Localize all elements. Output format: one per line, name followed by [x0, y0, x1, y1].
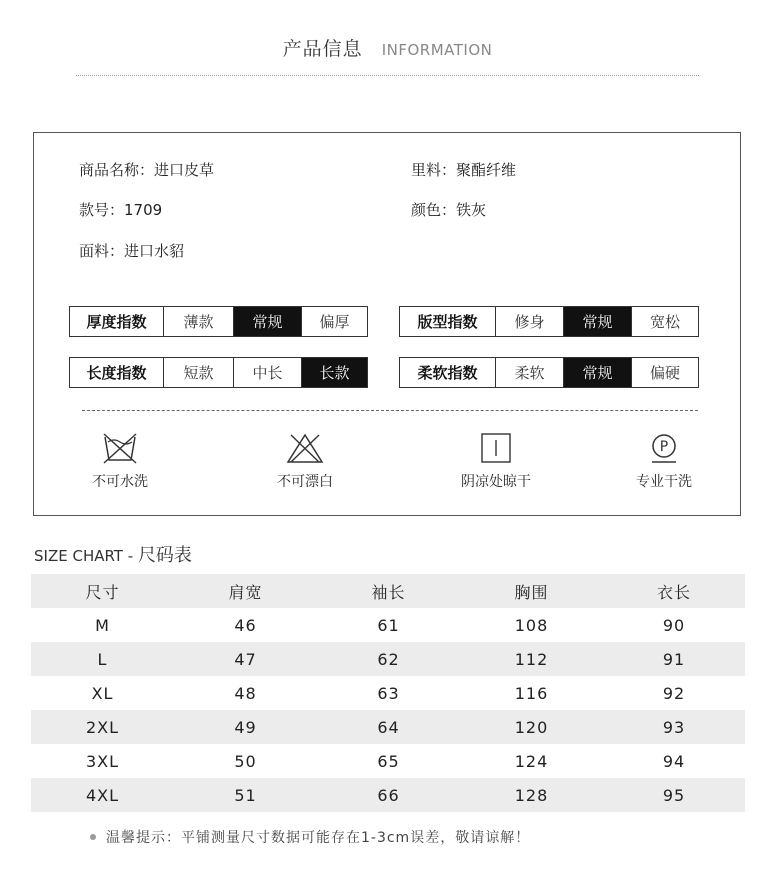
- column-header: 袖长: [371, 582, 406, 602]
- table-cell: 92: [662, 683, 686, 703]
- table-cell: 91: [662, 649, 686, 669]
- table-cell: 2XL: [85, 717, 120, 737]
- scale-label: 柔软指数: [417, 364, 478, 382]
- section-header: [0, 34, 775, 61]
- header-divider: [76, 75, 699, 76]
- scale-label: 长度指数: [86, 364, 147, 382]
- column-header: 肩宽: [228, 582, 263, 602]
- table-cell: M: [95, 615, 110, 635]
- table-cell: 66: [377, 785, 400, 805]
- scale-fit: [399, 306, 699, 337]
- table-cell: 63: [377, 683, 400, 703]
- care-label: 不可水洗: [92, 474, 148, 490]
- table-cell: 90: [662, 615, 686, 635]
- table-cell: 94: [662, 751, 686, 771]
- table-row: [31, 778, 745, 812]
- table-header-row: [31, 574, 745, 608]
- table-cell: 93: [662, 717, 686, 737]
- table-cell: 124: [514, 751, 549, 771]
- table-cell: 112: [514, 649, 549, 669]
- scale-option-selected: 常规: [233, 307, 301, 336]
- scale-option-selected: 常规: [563, 307, 631, 336]
- scale-option: 薄款: [163, 307, 233, 336]
- line-dry-shade-icon: [476, 431, 516, 465]
- table-cell: 65: [377, 751, 400, 771]
- care-divider: [82, 410, 698, 411]
- scale-label: 版型指数: [417, 313, 478, 331]
- table-cell: 61: [377, 615, 400, 635]
- scale-length: [69, 357, 368, 388]
- table-cell: 48: [234, 683, 257, 703]
- table-row: [31, 608, 745, 642]
- scale-option: 宽松: [631, 307, 698, 336]
- scale-option: 短款: [163, 358, 233, 387]
- scale-option-selected: 长款: [301, 358, 367, 387]
- scale-thickness: [69, 306, 368, 337]
- care-label: 不可漂白: [277, 474, 333, 490]
- scale-softness: [399, 357, 699, 388]
- scale-option: 偏厚: [301, 307, 367, 336]
- column-header: 尺寸: [85, 582, 120, 602]
- table-cell: 120: [514, 717, 549, 737]
- table-cell: 64: [377, 717, 400, 737]
- table-cell: 50: [234, 751, 257, 771]
- tip-text: 温馨提示：平铺测量尺寸数据可能存在1-3cm误差，敬请谅解！: [106, 830, 531, 846]
- care-no-wash: [60, 431, 180, 491]
- table-cell: 51: [234, 785, 257, 805]
- table-row: [31, 710, 745, 744]
- attr-lining: 里料：聚酯纤维: [411, 161, 517, 179]
- column-header: 衣长: [656, 582, 691, 602]
- table-cell: 116: [514, 683, 549, 703]
- attr-fabric: 面料：进口水貂: [79, 242, 185, 260]
- scale-option: 柔软: [495, 358, 563, 387]
- no-bleach-icon: [285, 431, 325, 465]
- care-line-dry-shade: [436, 431, 556, 491]
- table-cell: 3XL: [85, 751, 120, 771]
- care-professional-dry-clean: [604, 431, 724, 491]
- table-cell: 62: [377, 649, 400, 669]
- table-row: [31, 642, 745, 676]
- care-label: 阴凉处晾干: [461, 474, 531, 490]
- size-chart-title-en: SIZE CHART -: [34, 547, 138, 565]
- care-no-bleach: [245, 431, 365, 491]
- scale-option: 修身: [495, 307, 563, 336]
- table-cell: L: [97, 649, 108, 669]
- table-cell: 108: [514, 615, 549, 635]
- table-row: [31, 744, 745, 778]
- bullet-icon: [90, 834, 96, 840]
- scale-option-selected: 常规: [563, 358, 631, 387]
- scale-option: 偏硬: [631, 358, 698, 387]
- scale-label: 厚度指数: [86, 313, 147, 331]
- header-title-cn: 产品信息: [282, 38, 363, 60]
- attr-style-number: 款号：1709: [79, 201, 163, 219]
- scale-option: 中长: [233, 358, 301, 387]
- table-row: [31, 676, 745, 710]
- table-cell: 46: [234, 615, 257, 635]
- dry-clean-symbol: P: [659, 439, 669, 455]
- table-cell: 47: [234, 649, 257, 669]
- size-table: [31, 574, 745, 812]
- care-label: 专业干洗: [636, 474, 692, 490]
- attr-color: 颜色：铁灰: [411, 201, 487, 219]
- table-cell: 4XL: [85, 785, 120, 805]
- product-info-box: [33, 132, 741, 516]
- column-header: 胸围: [514, 582, 549, 602]
- table-cell: 95: [662, 785, 686, 805]
- measurement-tip: [90, 827, 530, 847]
- professional-dry-clean-icon: [644, 431, 684, 465]
- size-chart-title: [34, 541, 192, 567]
- attr-product-name: 商品名称：进口皮草: [79, 161, 215, 179]
- size-chart-title-cn: 尺码表: [137, 545, 192, 566]
- header-title-en: INFORMATION: [381, 41, 493, 59]
- table-cell: 128: [514, 785, 549, 805]
- no-wash-icon: [100, 431, 140, 465]
- table-cell: 49: [234, 717, 257, 737]
- table-cell: XL: [91, 683, 114, 703]
